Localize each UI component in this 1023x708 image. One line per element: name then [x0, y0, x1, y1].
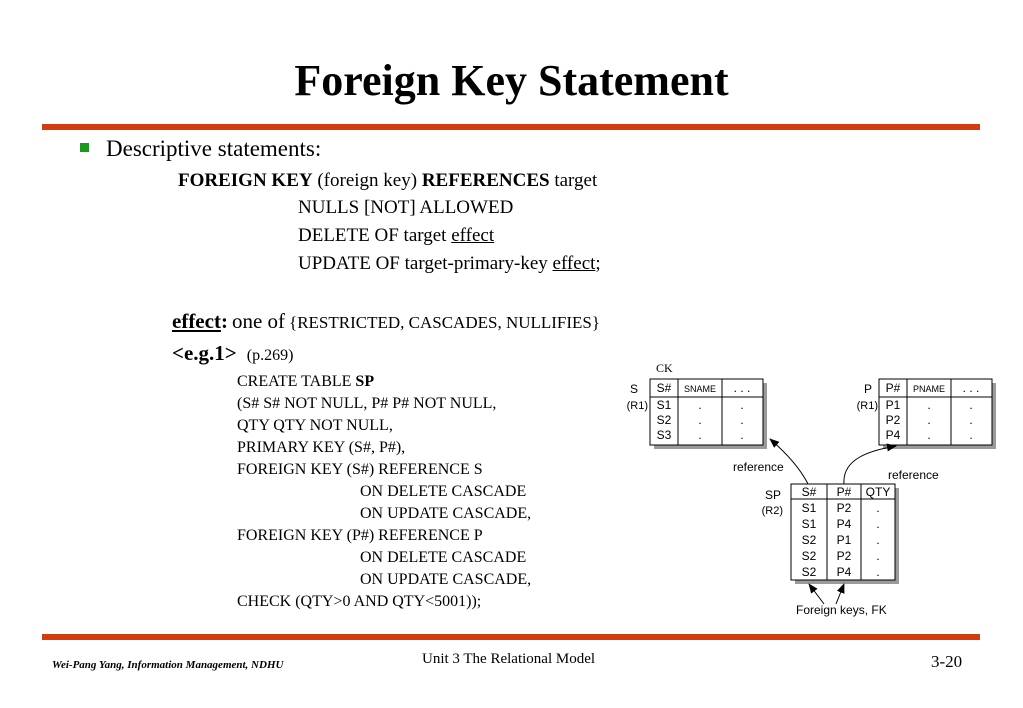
- table-cell: S2: [801, 533, 817, 547]
- sql-line: FOREIGN KEY (P#) REFERENCE P: [237, 527, 483, 544]
- reference-label-p: reference: [888, 468, 939, 482]
- table-cell: .: [927, 428, 931, 442]
- syntax-line-2: NULLS [NOT] ALLOWED: [298, 197, 514, 218]
- delete-of-text: DELETE OF target: [298, 225, 447, 246]
- table-cell: .: [740, 413, 744, 427]
- column-header: . . .: [962, 381, 980, 395]
- footer-divider: [42, 634, 980, 640]
- column-header: SNAME: [683, 384, 717, 394]
- table-cell: .: [876, 517, 880, 531]
- table-cell: P2: [836, 549, 852, 563]
- effect-options: {RESTRICTED, CASCADES, NULLIFIES}: [289, 313, 601, 332]
- sp-table: [762, 484, 899, 584]
- table-cell: .: [876, 533, 880, 547]
- fk-arrow-s: [809, 584, 824, 604]
- sp-table-rel: (R2): [761, 505, 783, 517]
- table-cell: .: [740, 398, 744, 412]
- footer-author: Wei-Pang Yang, Information Management, NDHU: [52, 659, 284, 671]
- semicolon: ;: [595, 253, 601, 274]
- footer-unit-title: Unit 3 The Relational Model: [422, 651, 596, 667]
- table-cell: P4: [885, 428, 901, 442]
- table-name-sp: SP: [355, 373, 375, 390]
- table-cell: S1: [801, 501, 817, 515]
- keyword-foreign-key: FOREIGN KEY: [178, 170, 313, 191]
- column-header: S#: [656, 381, 672, 395]
- sql-line: ON DELETE CASCADE: [360, 483, 527, 500]
- create-table-text: CREATE TABLE: [237, 373, 356, 390]
- table-cell: .: [876, 549, 880, 563]
- p-table-rel: (R1): [856, 400, 878, 412]
- page-number: 3-20: [931, 652, 963, 671]
- effect-term: effect: [451, 225, 495, 246]
- table-cell: .: [969, 428, 973, 442]
- update-of-text: UPDATE OF target-primary-key: [298, 253, 548, 274]
- sql-line: QTY QTY NOT NULL,: [237, 417, 393, 434]
- keyword-references: REFERENCES: [421, 170, 550, 191]
- column-header: QTY: [865, 485, 891, 499]
- sql-line: (S# S# NOT NULL, P# P# NOT NULL,: [237, 395, 497, 412]
- table-cell: S1: [656, 398, 672, 412]
- table-cell: .: [876, 501, 880, 515]
- table-cell: S2: [801, 549, 817, 563]
- column-header: P#: [836, 485, 852, 499]
- example-page-ref: (p.269): [246, 347, 294, 364]
- s-table: [627, 379, 767, 449]
- table-cell: .: [698, 413, 702, 427]
- effect-term: effect: [552, 253, 596, 274]
- sql-line: ON UPDATE CASCADE,: [360, 571, 532, 588]
- foreign-keys-label: Foreign keys, FK: [796, 603, 887, 617]
- bullet-text: Descriptive statements:: [106, 136, 322, 161]
- reference-label-s: reference: [733, 460, 784, 474]
- column-header: . . .: [733, 381, 751, 395]
- table-cell: .: [927, 398, 931, 412]
- column-header: PNAME: [912, 384, 946, 394]
- table-cell: .: [698, 428, 702, 442]
- fk-arg: (foreign key): [317, 170, 418, 191]
- ck-label: CK: [656, 361, 673, 375]
- p-table-name: P: [863, 382, 872, 396]
- ref-arg: target: [554, 170, 598, 191]
- table-cell: P4: [836, 517, 852, 531]
- column-header: S#: [801, 485, 817, 499]
- table-cell: S2: [801, 565, 817, 579]
- sql-line: ON UPDATE CASCADE,: [360, 505, 532, 522]
- table-cell: .: [698, 398, 702, 412]
- table-cell: S1: [801, 517, 817, 531]
- s-table-rel: (R1): [626, 400, 648, 412]
- table-cell: S2: [656, 413, 672, 427]
- table-cell: P2: [836, 501, 852, 515]
- sql-line: CHECK (QTY>0 AND QTY<5001));: [237, 593, 482, 610]
- fk-arrow-p: [836, 584, 844, 604]
- sp-table-name: SP: [764, 488, 781, 502]
- table-cell: .: [969, 398, 973, 412]
- effect-heading: effect: [172, 309, 221, 333]
- sql-line: PRIMARY KEY (S#, P#),: [237, 439, 406, 456]
- s-table-name: S: [629, 382, 638, 396]
- table-cell: S3: [656, 428, 672, 442]
- sql-line: FOREIGN KEY (S#) REFERENCE S: [237, 461, 483, 478]
- table-cell: .: [876, 565, 880, 579]
- one-of-text: one of: [231, 309, 286, 333]
- table-cell: P4: [836, 565, 852, 579]
- table-cell: .: [927, 413, 931, 427]
- table-cell: .: [740, 428, 744, 442]
- example-label: <e.g.1>: [172, 341, 237, 365]
- table-cell: .: [969, 413, 973, 427]
- column-header: P#: [885, 381, 901, 395]
- slide-title: Foreign Key Statement: [294, 56, 729, 105]
- effect-colon: :: [220, 309, 228, 333]
- table-cell: P2: [885, 413, 901, 427]
- table-cell: P1: [836, 533, 852, 547]
- p-table: [857, 379, 996, 449]
- sql-line: ON DELETE CASCADE: [360, 549, 527, 566]
- table-cell: P1: [885, 398, 901, 412]
